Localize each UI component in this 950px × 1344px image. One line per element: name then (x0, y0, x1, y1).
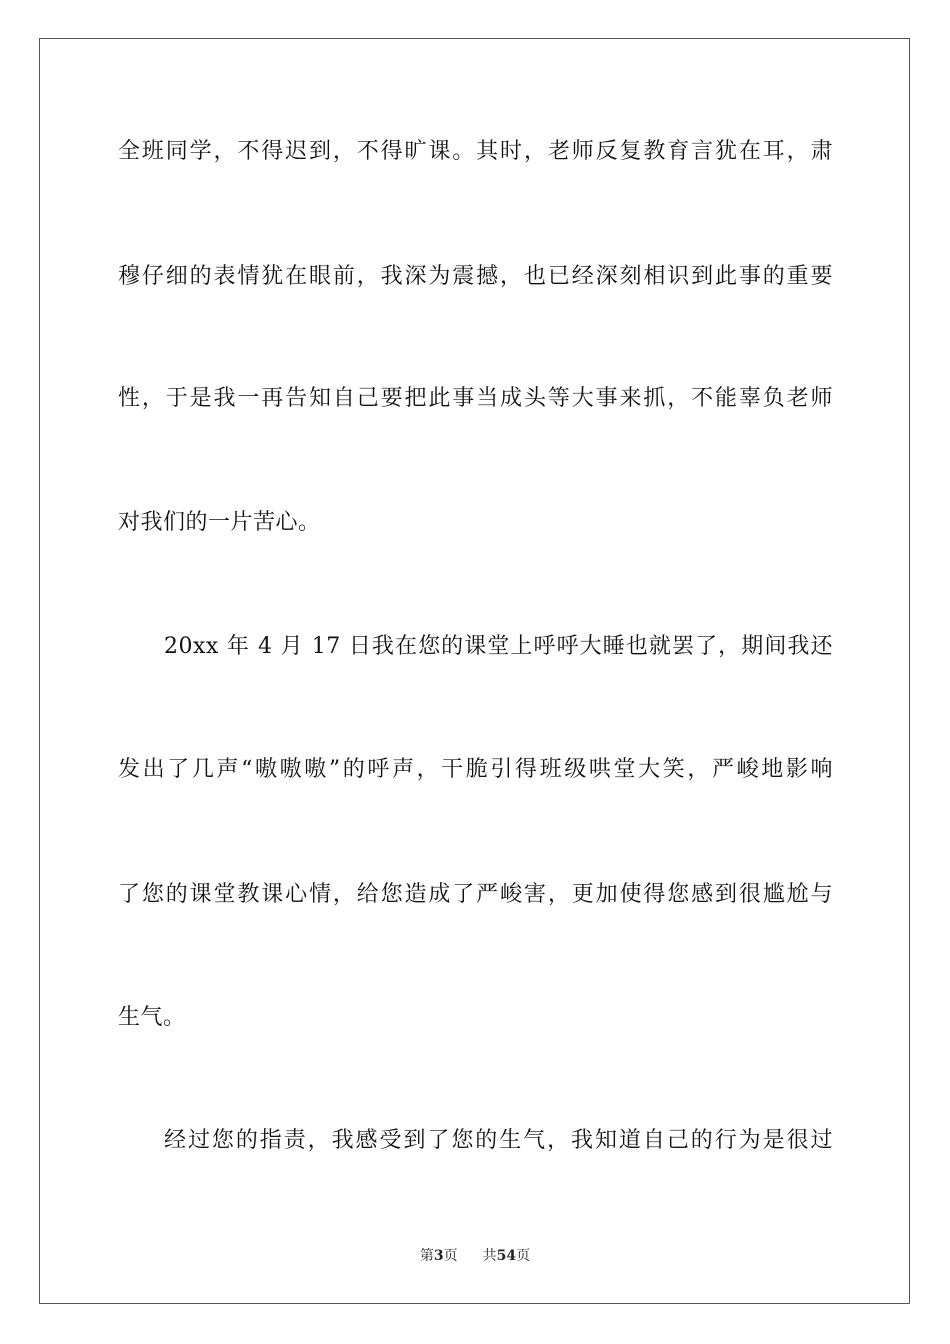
text-line: 穆仔细的表情犹在眼前，我深为震撼，也已经深刻相识到此事的重要 (118, 264, 833, 289)
page-suffix: 页 (443, 1248, 458, 1264)
total-suffix: 页 (516, 1248, 531, 1264)
text-line: 对我们的一片苦心。 (118, 510, 321, 535)
total-prefix: 共 (482, 1248, 497, 1264)
text-line: 全班同学，不得迟到，不得旷课。其时，老师反复教育言犹在耳，肃 (118, 139, 833, 164)
text-line: 经过您的指责，我感受到了您的生气，我知道自己的行为是很过 (164, 1128, 833, 1153)
text-line: 20xx 年 4 月 17 日我在您的课堂上呼呼大睡也就罢了，期间我还 (164, 634, 833, 659)
total-pages: 54 (496, 1248, 517, 1264)
text-line: 生气。 (118, 1005, 186, 1030)
page-prefix: 第 (419, 1248, 434, 1264)
text-line: 性，于是我一再告知自己要把此事当成头等大事来抓，不能辜负老师 (118, 386, 833, 411)
text-line: 发出了几声“嗷嗷嗷”的呼声，干脆引得班级哄堂大笑，严峻地影响 (118, 757, 833, 782)
page-number: 3 (433, 1248, 444, 1264)
text-line: 了您的课堂教课心情，给您造成了严峻害，更加使得您感到很尴尬与 (118, 882, 833, 907)
page-frame (39, 38, 910, 1304)
page-footer (0, 1246, 950, 1266)
